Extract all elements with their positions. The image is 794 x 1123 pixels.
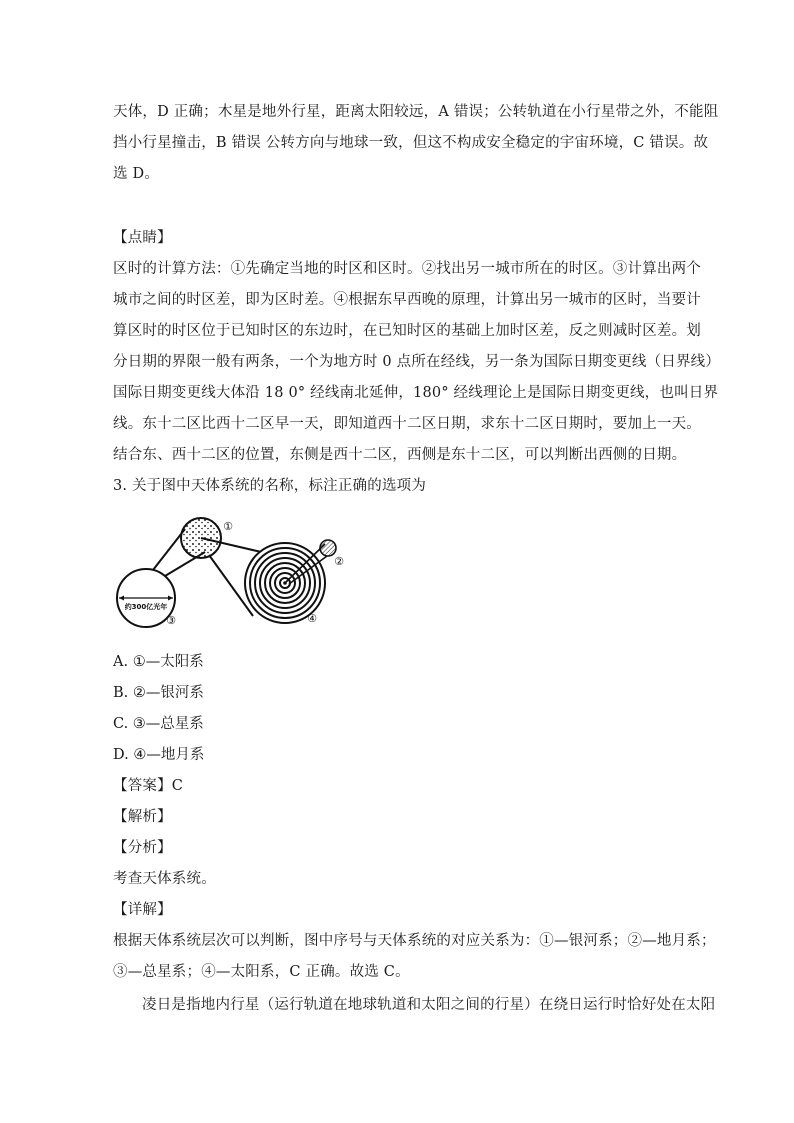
paragraph-line: 城市之间的时区差，即为区时差。④根据东早西晚的原理，计算出另一城市的区时，当要计	[113, 292, 701, 308]
paragraph-line: 区时的计算方法：①先确定当地的时区和区时。②找出另一城市所在的时区。③计算出两个	[113, 261, 701, 277]
fenxi-heading: 【分析】	[113, 840, 172, 856]
earth-moon-circle	[320, 540, 336, 556]
option-d: D. ④—地月系	[113, 747, 205, 763]
paragraph-line: 结合东、西十二区的位置，东侧是西十二区，西侧是东十二区，可以判断出西侧的日期。	[113, 447, 687, 463]
answer-line: 【答案】C	[113, 778, 184, 794]
paragraph-line: ③—总星系；④—太阳系，C 正确。故选 C。	[113, 964, 410, 980]
label-1: ①	[223, 520, 233, 533]
paragraph-line: 线。东十二区比西十二区早一天，即知道西十二区日期，求东十二区日期时，要加上一天。	[113, 416, 701, 432]
paragraph-line: 根据天体系统层次可以判断，图中序号与天体系统的对应关系为：①—银河系；②—地月系；	[113, 933, 716, 949]
paragraph-line: 天体，D 正确；木星是地外行星，距离太阳较远，A 错误；公转轨道在小行星带之外，不能阻	[113, 104, 719, 120]
question-title: 3. 关于图中天体系统的名称，标注正确的选项为	[113, 478, 427, 494]
paragraph-line: 挡小行星撞击，B 错误 公转方向与地球一致，但这不构成安全稳定的宇宙环境，C 错误。故	[113, 135, 709, 151]
dianjing-heading: 【点睛】	[113, 230, 172, 246]
option-a: A. ①—太阳系	[113, 654, 204, 670]
scale-label: 约300亿光年	[124, 603, 168, 611]
paragraph-line: 算区时的时区位于已知时区的东边时，在已知时区的基础上加时区差，反之则减时区差。划	[113, 323, 701, 339]
label-4: ④	[307, 612, 317, 625]
fenxi-text: 考查天体系统。	[113, 871, 216, 887]
paragraph-line: 选 D。	[113, 166, 160, 182]
option-b: B. ②—银河系	[113, 685, 204, 701]
jiexi-heading: 【解析】	[113, 809, 172, 825]
option-c: C. ③—总星系	[113, 716, 204, 732]
label-3: ③	[166, 614, 176, 627]
label-2: ②	[334, 555, 344, 568]
celestial-system-figure	[113, 512, 349, 632]
paragraph-line: 分日期的界限一般有两条，一个为地方时 0 点所在经线，另一条为国际日期变更线（日界线）	[113, 354, 721, 370]
paragraph-line: 国际日期变更线大体沿 18 0° 经线南北延伸，180° 经线理论上是国际日期变更线，也叫日界	[113, 385, 719, 401]
paragraph-line: 凌日是指地内行星（运行轨道在地球轨道和太阳之间的行星）在绕日运行时恰好处在太阳	[142, 997, 716, 1013]
xiangjie-heading: 【详解】	[113, 902, 172, 918]
celestial-system-diagram	[113, 512, 349, 632]
